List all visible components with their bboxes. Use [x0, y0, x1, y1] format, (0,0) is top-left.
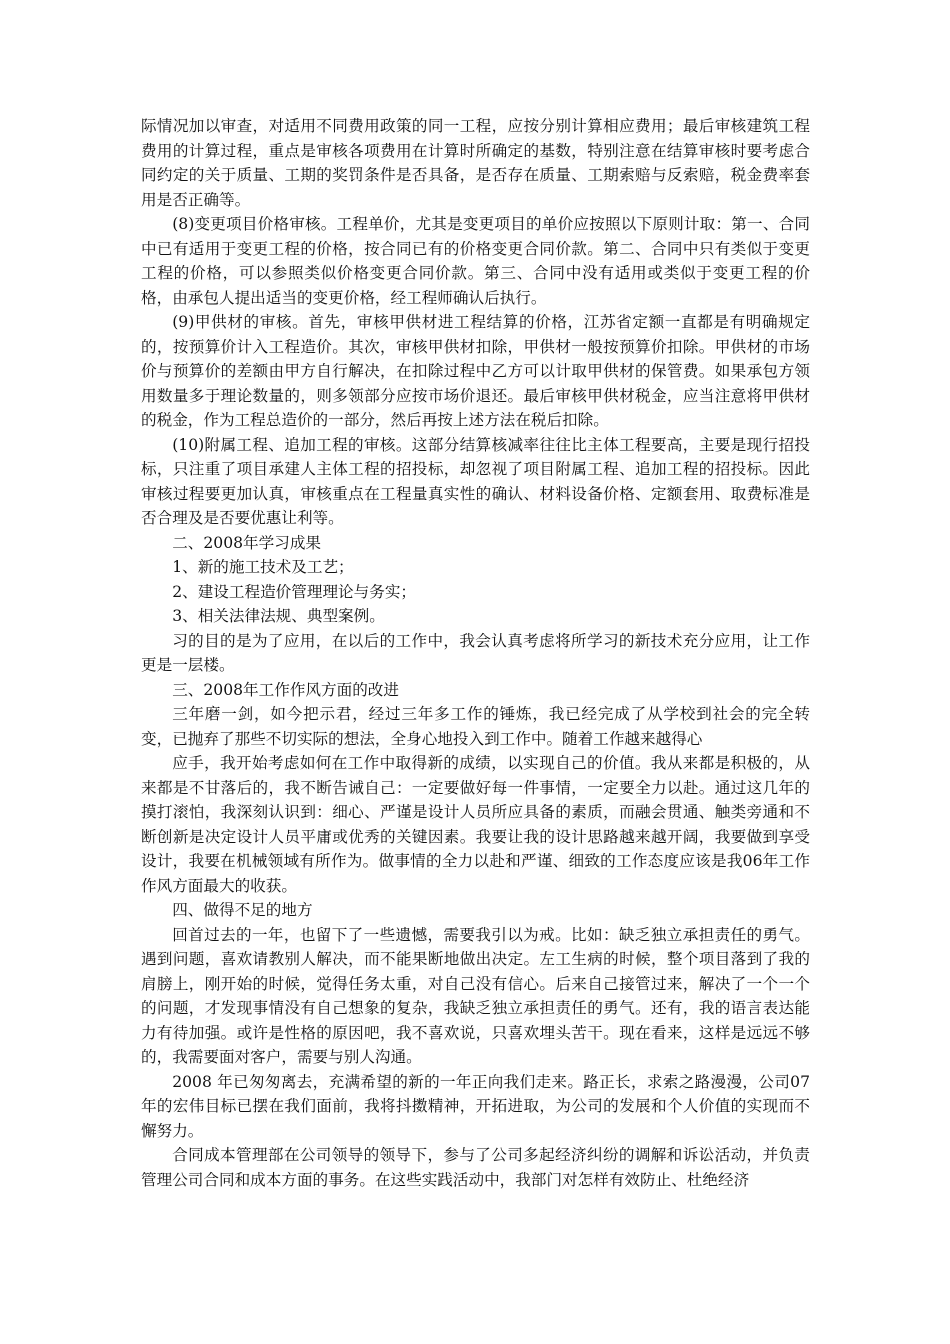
- list-item-learning-3: 3、相关法律法规、典型案例。: [172, 607, 385, 625]
- paragraph-outlook: 2008 年已匆匆离去，充满希望的新的一年正向我们走来。路正长，求索之路漫漫，公司07年的宏伟目标已摆在我们面前，我将抖擞精神，开拓进取，为公司的发展和个人价值的实现而不懈努力。: [141, 1072, 810, 1140]
- paragraph-work-style-1: 三年磨一剑，如今把示君，经过三年多工作的锤炼，我已经完成了从学校到社会的完全转变，已抛弃了那些不切实际的想法，全身心地投入到工作中。随着工作越来越得心: [141, 705, 810, 748]
- document-body: [141, 114, 810, 1192]
- paragraph-work-style-2: 应手，我开始考虑如何在工作中取得新的成绩，以实现自己的价值。我从来都是积极的，从来都是不甘落后的，我不断告诫自己：一定要做好每一件事情，一定要全力以赴。通过这几年的摸打滚怕，我深刻认识到：细心、严谨是设计人员所应具备的素质，而融会贯通、触类旁通和不断创新是决定设计人员平庸或优秀的关键因素。我要让我的设计思路越来越开阔，我要做到享受设计，我要在机械领域有所作为。做事情的全力以赴和严谨、细致的工作态度应该是我06年工作作风方面最大的收获。: [141, 754, 810, 895]
- section-heading-learning: 二、2008年学习成果: [172, 533, 322, 552]
- paragraph-item-10-ancillary-works: (10)附属工程、追加工程的审核。这部分结算核减率往往比主体工程要高，主要是现行招投标，只注重了项目承建人主体工程的招投标，却忽视了项目附属工程、追加工程的招投标。因此审核过程要更加认真，审核重点在工程量真实性的确认、材料设备价格、定额套用、取费标准是否合理及是否要优惠让利等。: [141, 435, 810, 527]
- section-heading-shortcomings: 四、做得不足的地方: [172, 901, 313, 919]
- paragraph-item-8-change-price-audit: (8)变更项目价格审核。工程单价，尤其是变更项目的单价应按照以下原则计取：第一、合同中已有适用于变更工程的价格，按合同已有的价格变更合同价款。第二、合同中只有类似于变更工程的价格，可以参照类似价格变更合同价款。第三、合同中没有适用或类似于变更工程的价格，由承包人提出适当的变更价格，经工程师确认后执行。: [141, 215, 810, 307]
- paragraph-audit-continuation: 际情况加以审查，对适用不同费用政策的同一工程，应按分别计算相应费用；最后审核建筑工程费用的计算过程，重点是审核各项费用在计算时所确定的基数，特别注意在结算审核时要考虑合同约定的关于质量、工期的奖罚条件是否具备，是否存在质量、工期索赔与反索赔，税金费率套用是否正确等。: [141, 117, 810, 209]
- paragraph-shortcomings: 回首过去的一年，也留下了一些遗憾，需要我引以为戒。比如：缺乏独立承担责任的勇气。遇到问题，喜欢请教别人解决，而不能果断地做出决定。左工生病的时候，整个项目落到了我的肩膀上，刚开始的时候，觉得任务太重，对自己没有信心。后来自己接管过来，解决了一个一个的问题，才发现事情没有自己想象的复杂，我缺乏独立承担责任的勇气。还有，我的语言表达能力有待加强。或许是性格的原因吧，我不喜欢说，只喜欢埋头苦干。现在看来，这样是远远不够的，我需要面对客户，需要与别人沟通。: [141, 925, 810, 1066]
- list-item-learning-1: 1、新的施工技术及工艺；: [172, 558, 354, 576]
- paragraph-learning-purpose: 习的目的是为了应用，在以后的工作中，我会认真考虑将所学习的新技术充分应用，让工作更是一层楼。: [141, 631, 810, 674]
- paragraph-contract-cost-dept: 合同成本管理部在公司领导的领导下，参与了公司多起经济纠纷的调解和诉讼活动，并负责管理公司合同和成本方面的事务。在这些实践活动中，我部门对怎样有效防止、杜绝经济: [141, 1146, 810, 1189]
- section-heading-work-style: 三、2008年工作作风方面的改进: [172, 680, 399, 699]
- list-item-learning-2: 2、建设工程造价管理理论与务实；: [172, 582, 417, 601]
- paragraph-item-9-owner-supplied-material: (9)甲供材的审核。首先，审核甲供材进工程结算的价格，江苏省定额一直都是有明确规定的，按预算价计入工程造价。其次，审核甲供材扣除，甲供材一般按预算价扣除。甲供材的市场价与预算价的差额由甲方自行解决，在扣除过程中乙方可以计取甲供材的保管费。如果承包方领用数量多于理论数量的，则多领部分应按市场价退还。最后审核甲供材税金，应当注意将甲供材的税金，作为工程总造价的一部分，然后再按上述方法在税后扣除。: [141, 313, 810, 429]
